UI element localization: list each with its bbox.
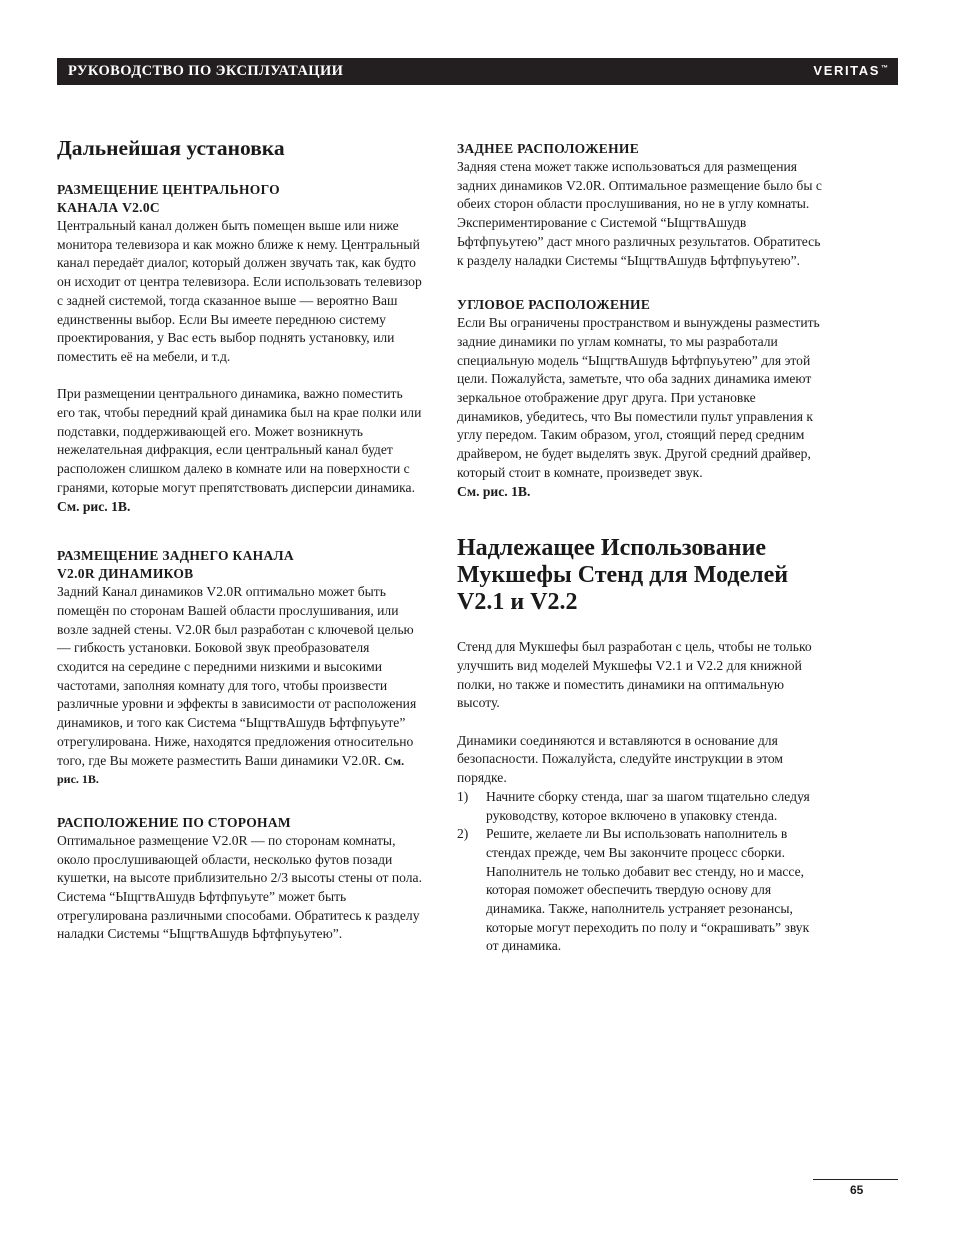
- rear-channel-text: Задний Канал динамиков V2.0R оптимально может быть помещён по сторонам Вашей области прослушивания, или возле задней стены. V2.0R был разработан с ключевой целью — гибкость установки. Боковой звук преобразователя сходится на середине с передними низкими и высокими частотами, заполняя комнату для того, чтобы произвести различные уровни и эффекты в зависимости от расположения динамиков, и того как Система “ЫщгтвАшудв Ьфтфпуьуте” отрегулирована. Ниже, находятся предложения относительно того, где Вы можете разместить Ваши динамики V2.0R.: [57, 584, 417, 768]
- side-placement-title: РАСПОЛОЖЕНИЕ ПО СТОРОНАМ: [57, 814, 291, 830]
- center-channel-title-line2: КАНАЛА V2.0C: [57, 200, 160, 215]
- stand-intro-paragraph: Стенд для Мукшефы был разработан с цель, чтобы не только улучшить вид моделей Мукшефы V2.1 и V2.2 для книжной полки, но также и поместить динамики на оптимальную высоту.: [457, 639, 812, 711]
- figure-reference: См. рис. 1В.: [57, 498, 131, 514]
- page-number: 65: [850, 1183, 864, 1197]
- corner-placement-paragraph: Если Вы ограничены пространством и вынуждены разместить задние динамики по углам комнаты, то мы разработали специальную модель “ЫщгтвАшудв Ьфтфпуьутею” для этой цели. Пожалуйста, заметьте, что оба задних динамика имеют зеркальное отображение друг друга. При установке динамиков, убедитесь, что Вы поместили пульт управления к углу передом. Таким образом, угол, стоящий перед средним драйвером, не будет выделять звук. Другой средний драйвер, который стоит в комнате, произведет звук.: [457, 315, 820, 480]
- side-placement-paragraph: Оптимальное размещение V2.0R — по сторонам комнаты, около прослушивающей области, несколько футов позади кушетки, на высоте приблизительно 2/3 высоты стены от пола. Система “ЫщгтвАшудв Ьфтфпуьуте” может быть отрегулирована различными способами. Обратитесь к разделу наладки Системы “ЫщгтвАшудв Ьфтфпуьутею”.: [57, 832, 422, 942]
- center-channel-paragraph-2: При размещении центрального динамика, важно поместить его так, чтобы передний край динамика был на крае полки или подставки, поддерживающей его. Может возникнуть нежелательная дифракция, если центральный канал будет расположен слишком далеко в комнате или на поверхности с гранями, которые могут препятствовать дисперсии динамика.: [57, 386, 422, 495]
- rear-channel-title-line1: РАЗМЕЩЕНИЕ ЗАДНЕГО КАНАЛА: [57, 548, 294, 564]
- rear-channel-title-line2: V2.0R ДИНАМИКОВ: [57, 566, 194, 582]
- stand-section-heading-line2: Мукшефы Стенд для Моделей: [457, 562, 789, 589]
- stand-section-heading-line3: V2.1 и V2.2: [457, 589, 578, 616]
- right-column: [457, 135, 822, 956]
- list-item: [457, 788, 822, 825]
- corner-placement-title: УГЛОВОЕ РАСПОЛОЖЕНИЕ: [457, 297, 651, 313]
- center-channel-paragraph-1: Центральный канал должен быть помещен выше или ниже монитора телевизора и как можно ближе к нему. Центральный канал передаёт диалог, который должен звучать так, как будто он исходит от центра телевизора. Если использовать телевизор с задней системой, тогда сказанное выше — вероятно Ваш единственны выбор. Если Вы имеете переднюю систему проектирования, у Вас есть выбор поднять установку, или поместить её на мебели, и т.д.: [57, 218, 422, 364]
- trademark-symbol: ™: [881, 64, 888, 72]
- section-heading: Дальнейшая установка: [57, 136, 285, 160]
- figure-reference: См. рис. 1В.: [57, 753, 405, 787]
- left-column: [57, 135, 422, 944]
- rear-wall-placement-paragraph: Задняя стена может также использоваться для размещения задних динамиков V2.0R. Оптимальное размещение было бы с обеих сторон области прослушивания, но не в углу комнаты. Экспериментирование с Системой “ЫщгтвАшудв Ьфтфпуьутею” даст много различных результатов. Обратитесь к разделу наладки Системы “ЫщгтвАшудв Ьфтфпуьутею”.: [457, 159, 822, 268]
- rear-channel-paragraph: [57, 583, 422, 789]
- stand-instructions-paragraph: Динамики соединяются и вставляются в основание для безопасности. Пожалуйста, следуйте инструкции в этом порядке.: [457, 732, 783, 786]
- brand-name: VERITAS: [813, 63, 880, 78]
- brand-logo: [813, 63, 888, 78]
- list-item-text: Решите, желаете ли Вы использовать наполнитель в стендах прежде, чем Вы закончите процесс сборки. Наполнитель не только добавит вес стенду, но и массе, которая поможет обеспечить твердую основу для динамика. Также, наполнитель устраняет резонансы, которые могут переходить по полу и “окрашивать” звук от динамика.: [486, 826, 810, 954]
- list-item-text: Начните сборку стенда, шаг за шагом тщательно следуя руководству, которое включено в упаковку стенда.: [486, 788, 810, 823]
- header-title: РУКОВОДСТВО ПО ЭКСПЛУАТАЦИИ: [68, 63, 344, 79]
- footer-divider: [813, 1179, 898, 1180]
- rear-wall-placement-title: ЗАДНЕЕ РАСПОЛОЖЕНИЕ: [457, 141, 640, 156]
- list-item-number: 1): [457, 788, 469, 804]
- header-bar: [57, 58, 898, 85]
- list-item-number: 2): [457, 826, 469, 842]
- figure-reference: См. рис. 1В.: [457, 483, 531, 499]
- list-item: [457, 825, 822, 956]
- stand-section-heading-line1: Надлежащее Использование: [457, 535, 767, 562]
- center-channel-title-line1: РАЗМЕЩЕНИЕ ЦЕНТРАЛЬНОГО: [57, 182, 280, 197]
